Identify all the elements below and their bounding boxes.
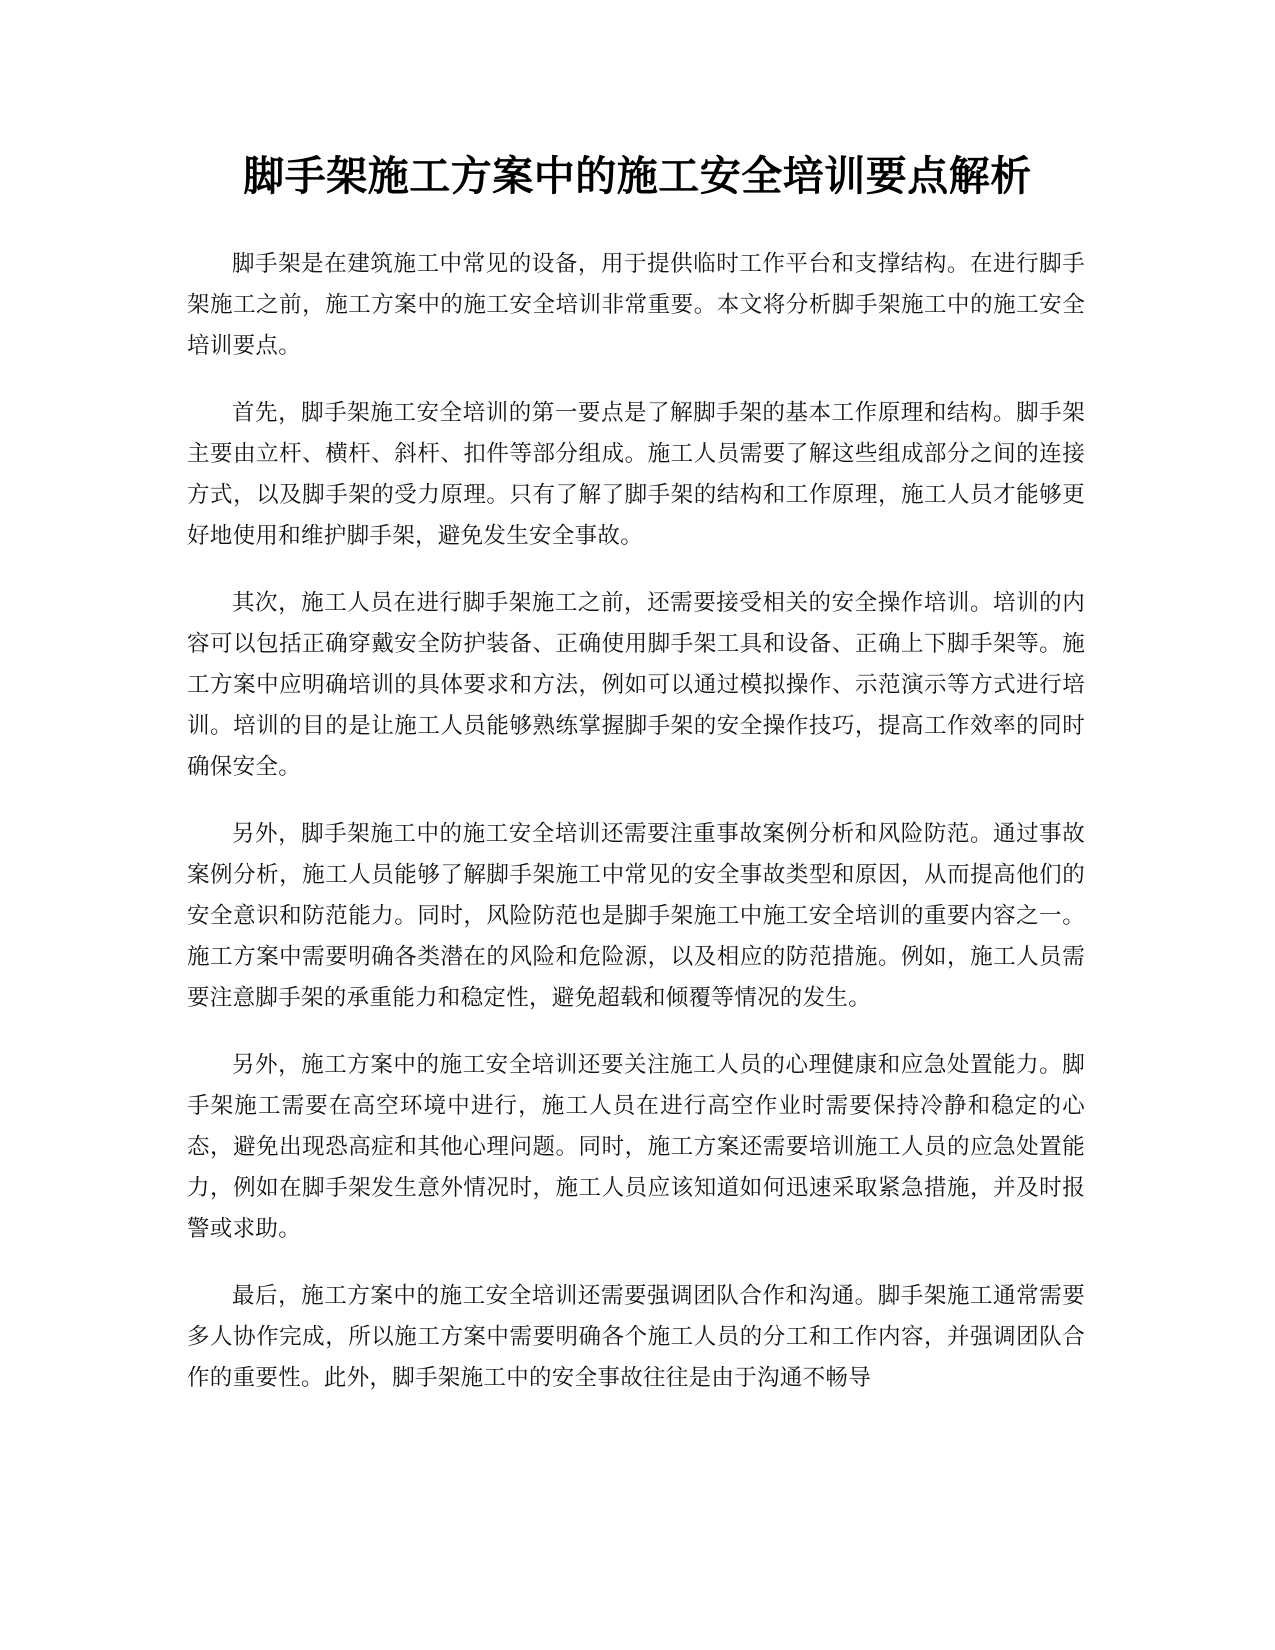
paragraph-psychology-emergency: 另外，施工方案中的施工安全培训还要关注施工人员的心理健康和应急处置能力。脚手架施工需要在高空环境中进行，施工人员在进行高空作业时需要保持冷静和稳定的心态，避免出现恐高症和其他心理问题。同时，施工方案还需要培训施工人员的应急处置能力，例如在脚手架发生意外情况时，施工人员应该知道如何迅速采取紧急措施，并及时报警或求助。 xyxy=(187,1052,1085,1242)
paragraph-teamwork: 最后，施工方案中的施工安全培训还需要强调团队合作和沟通。脚手架施工通常需要多人协作完成，所以施工方案中需要明确各个施工人员的分工和工作内容，并强调团队合作的重要性。此外，脚手架施工中的安全事故往往是由于沟通不畅导 xyxy=(187,1283,1085,1391)
paragraph-accident-risk: 另外，脚手架施工中的施工安全培训还需要注重事故案例分析和风险防范。通过事故案例分析，施工人员能够了解脚手架施工中常见的安全事故类型和原因，从而提高他们的安全意识和防范能力。同时，风险防范也是脚手架施工中施工安全培训的重要内容之一。施工方案中需要明确各类潜在的风险和危险源，以及相应的防范措施。例如，施工人员需要注意脚手架的承重能力和稳定性，避免超载和倾覆等情况的发生。 xyxy=(187,821,1085,1011)
paragraph-operation-training: 其次，施工人员在进行脚手架施工之前，还需要接受相关的安全操作培训。培训的内容可以包括正确穿戴安全防护装备、正确使用脚手架工具和设备、正确上下脚手架等。施工方案中应明确培训的具体要求和方法，例如可以通过模拟操作、示范演示等方式进行培训。培训的目的是让施工人员能够熟练掌握脚手架的安全操作技巧，提高工作效率的同时确保安全。 xyxy=(187,590,1085,780)
document-body xyxy=(187,244,1085,1425)
document-title: 脚手架施工方案中的施工安全培训要点解析 xyxy=(243,152,1032,200)
paragraph-structure: 首先，脚手架施工安全培训的第一要点是了解脚手架的基本工作原理和结构。脚手架主要由立杆、横杆、斜杆、扣件等部分组成。施工人员需要了解这些组成部分之间的连接方式，以及脚手架的受力原理。只有了解了脚手架的结构和工作原理，施工人员才能够更好地使用和维护脚手架，避免发生安全事故。 xyxy=(187,400,1085,549)
paragraph-intro: 脚手架是在建筑施工中常见的设备，用于提供临时工作平台和支撑结构。在进行脚手架施工之前，施工方案中的施工安全培训非常重要。本文将分析脚手架施工中的施工安全培训要点。 xyxy=(187,251,1085,359)
